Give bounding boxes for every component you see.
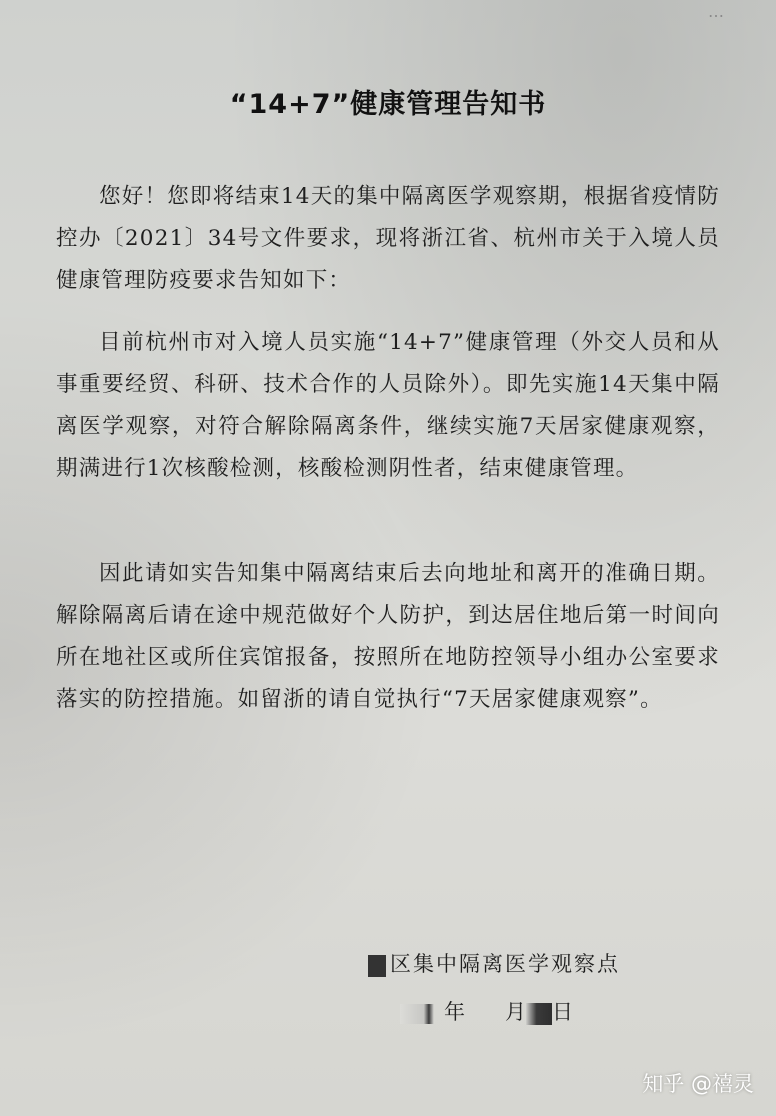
year-label: 年 bbox=[444, 1000, 465, 1024]
blank-month bbox=[465, 1004, 505, 1024]
paragraph-text: 因此请如实告知集中隔离结束后去向地址和离开的准确日期。解除隔离后请在途中规范做好个人防护，到达居住地后第一时间向所在地社区或所住宾馆报备，按照所在地防控领导小组办公室要求落实的防控措施。如留浙的请自觉执行“7天居家健康观察”。 bbox=[56, 561, 720, 712]
paragraph-policy bbox=[56, 322, 720, 490]
day-label: 日 bbox=[552, 1000, 573, 1024]
paragraph-text: 目前杭州市对入境人员实施“14+7”健康管理（外交人员和从事重要经贸、科研、技术合作的人员除外）。即先实施14天集中隔离医学观察，对符合解除隔离条件，继续实施7天居家健康观察，期满进行1次核酸检测，核酸检测阴性者，结束健康管理。 bbox=[56, 330, 720, 481]
paragraph-greeting bbox=[56, 176, 720, 302]
issue-date bbox=[400, 996, 573, 1026]
paragraph-instructions bbox=[56, 553, 720, 721]
issuer-signature bbox=[368, 948, 620, 978]
issuer-name: 区集中隔离医学观察点 bbox=[390, 952, 620, 976]
month-label: 月 bbox=[505, 1000, 526, 1024]
redaction-block bbox=[526, 1003, 552, 1025]
paragraph-text: 您好！您即将结束14天的集中隔离医学观察期，根据省疫情防控办〔2021〕34号文件要求，现将浙江省、杭州市关于入境人员健康管理防疫要求告知如下： bbox=[56, 184, 720, 293]
document-title: “14+7”健康管理告知书 bbox=[229, 89, 547, 120]
redaction-block bbox=[368, 955, 386, 977]
watermark: 知乎 @禧灵 bbox=[642, 1072, 754, 1096]
corner-mark: … bbox=[708, 2, 724, 21]
redaction-block bbox=[400, 1004, 434, 1024]
